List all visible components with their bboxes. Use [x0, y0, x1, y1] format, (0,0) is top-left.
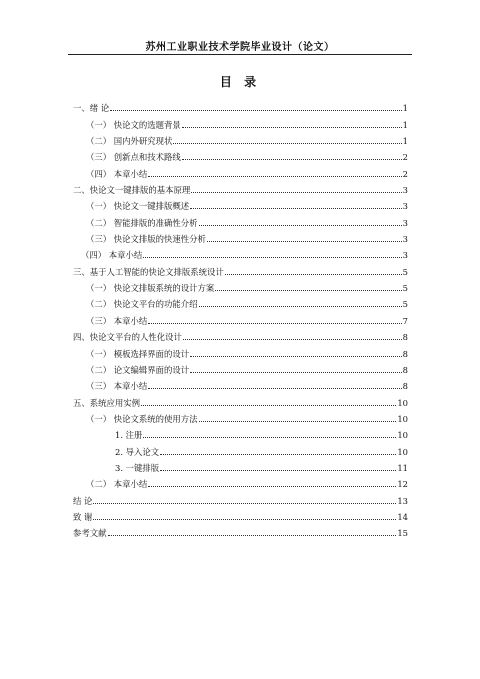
toc-leader-dots	[141, 405, 396, 406]
toc-entry[interactable]	[73, 130, 408, 146]
toc-entry-label: （三） 本章小结	[86, 381, 148, 392]
toc-entry-label: 致 谢	[73, 511, 93, 522]
toc-entry-label: （一） 模板选择界面的设计	[86, 348, 190, 359]
toc-entry-page-number: 15	[397, 528, 408, 539]
toc-entry-page-number: 5	[402, 266, 408, 277]
toc-entry[interactable]	[73, 162, 408, 178]
toc-entry-page-number: 5	[402, 299, 408, 310]
toc-entry-label: （二） 快论文平台的功能介绍	[86, 299, 198, 310]
toc-leader-dots	[182, 159, 402, 160]
toc-entry-label: 参考文献	[73, 528, 107, 539]
toc-leader-dots	[148, 323, 401, 324]
toc-entry-label: （一） 快论文排版系统的设计方案	[86, 283, 215, 294]
toc-entry-page-number: 2	[402, 168, 408, 179]
toc-entry-label: （一） 快论文系统的使用方法	[86, 413, 198, 424]
toc-entry-label: 结 论	[73, 495, 93, 506]
toc-leader-dots	[143, 437, 396, 438]
toc-entry[interactable]	[73, 489, 408, 505]
toc-entry-page-number: 2	[402, 152, 408, 163]
toc-entry-page-number: 3	[402, 201, 408, 212]
toc-entry-page-number: 8	[402, 381, 408, 392]
toc-leader-dots	[148, 388, 401, 389]
toc-leader-dots	[199, 225, 402, 226]
toc-entry-page-number: 3	[402, 217, 408, 228]
toc-entry[interactable]	[73, 228, 408, 244]
toc-entry[interactable]	[73, 260, 408, 276]
toc-leader-dots	[182, 127, 402, 128]
toc-entry-page-number: 11	[397, 462, 408, 473]
toc-entry-page-number: 7	[402, 315, 408, 326]
toc-entry[interactable]	[73, 424, 408, 440]
table-of-contents	[73, 97, 408, 538]
toc-leader-dots	[160, 470, 396, 471]
toc-leader-dots	[190, 372, 401, 373]
toc-leader-dots	[191, 192, 401, 193]
toc-leader-dots	[160, 454, 396, 455]
toc-entry-label: （二） 智能排版的准确性分析	[86, 217, 198, 228]
toc-entry[interactable]	[73, 473, 408, 489]
toc-title: 目 录	[219, 75, 261, 89]
toc-entry[interactable]	[73, 293, 408, 309]
toc-entry-label: 3. 一键排版	[115, 462, 160, 473]
toc-leader-dots	[190, 208, 401, 209]
toc-leader-dots	[173, 143, 401, 144]
toc-entry-label: （四） 本章小结	[81, 250, 143, 261]
toc-entry-label: （三） 快论文排版的快速性分析	[86, 234, 206, 245]
toc-entry[interactable]	[73, 457, 408, 473]
toc-entry-label: 二、快论文一键排版的基本原理	[73, 185, 191, 196]
toc-entry-page-number: 14	[397, 511, 408, 522]
toc-entry[interactable]	[73, 342, 408, 358]
toc-leader-dots	[190, 356, 401, 357]
toc-entry[interactable]	[73, 113, 408, 129]
toc-leader-dots	[207, 241, 402, 242]
page-header: 苏州工业职业技术学院毕业设计（论文）	[145, 42, 335, 53]
toc-leader-dots	[143, 257, 401, 258]
toc-entry-page-number: 3	[402, 185, 408, 196]
toc-entry-label: （四） 本章小结	[86, 168, 148, 179]
toc-entry[interactable]	[73, 97, 408, 113]
toc-entry[interactable]	[73, 244, 408, 260]
toc-entry-page-number: 8	[402, 348, 408, 359]
toc-entry[interactable]	[73, 179, 408, 195]
toc-entry-label: （二） 本章小结	[86, 479, 148, 490]
toc-entry-label: 一、绪 论	[73, 103, 110, 114]
toc-entry-label: 三、基于人工智能的快论文排版系统设计	[73, 266, 224, 277]
toc-entry-page-number: 5	[402, 283, 408, 294]
toc-entry-label: （一） 快论文一键排版概述	[86, 201, 190, 212]
toc-entry-page-number: 12	[397, 479, 408, 490]
toc-leader-dots	[108, 535, 397, 536]
header-divider	[68, 54, 412, 55]
toc-entry-label: 四、快论文平台的人性化设计	[73, 332, 182, 343]
toc-leader-dots	[225, 274, 402, 275]
toc-entry[interactable]	[73, 146, 408, 162]
toc-entry[interactable]	[73, 326, 408, 342]
toc-entry-label: 2. 导入论文	[115, 446, 160, 457]
toc-entry[interactable]	[73, 375, 408, 391]
toc-entry[interactable]	[73, 391, 408, 407]
toc-entry-page-number: 10	[397, 397, 408, 408]
toc-entry[interactable]	[73, 195, 408, 211]
toc-leader-dots	[183, 339, 402, 340]
toc-leader-dots	[199, 306, 402, 307]
toc-entry-label: （三） 本章小结	[86, 315, 148, 326]
toc-entry-label: 1. 注册	[115, 430, 143, 441]
toc-entry-label: 五、系统应用实例	[73, 397, 140, 408]
toc-leader-dots	[93, 519, 396, 520]
toc-entry-page-number: 10	[397, 430, 408, 441]
toc-entry-page-number: 8	[402, 332, 408, 343]
toc-entry[interactable]	[73, 309, 408, 325]
toc-entry-page-number: 1	[402, 136, 408, 147]
toc-entry-label: （一） 快论文的选题背景	[86, 119, 181, 130]
toc-entry[interactable]	[73, 211, 408, 227]
toc-entry-page-number: 1	[402, 103, 408, 114]
toc-entry[interactable]	[73, 408, 408, 424]
toc-entry-label: （二） 国内外研究现状	[86, 136, 173, 147]
toc-entry[interactable]	[73, 506, 408, 522]
toc-leader-dots	[199, 421, 397, 422]
toc-entry-page-number: 10	[397, 413, 408, 424]
toc-entry-page-number: 1	[402, 119, 408, 130]
toc-entry-label: （二） 论文编辑界面的设计	[86, 364, 190, 375]
toc-entry-label: （三） 创新点和技术路线	[86, 152, 181, 163]
toc-entry[interactable]	[73, 277, 408, 293]
toc-leader-dots	[110, 110, 401, 111]
toc-entry-page-number: 3	[402, 234, 408, 245]
toc-leader-dots	[148, 176, 401, 177]
toc-entry-page-number: 8	[402, 364, 408, 375]
toc-leader-dots	[215, 290, 401, 291]
toc-entry-page-number: 3	[402, 250, 408, 261]
toc-entry[interactable]	[73, 440, 408, 456]
toc-entry[interactable]	[73, 359, 408, 375]
toc-leader-dots	[148, 486, 396, 487]
toc-entry-page-number: 10	[397, 446, 408, 457]
toc-leader-dots	[93, 503, 396, 504]
toc-entry-page-number: 13	[397, 495, 408, 506]
toc-entry[interactable]	[73, 522, 408, 538]
